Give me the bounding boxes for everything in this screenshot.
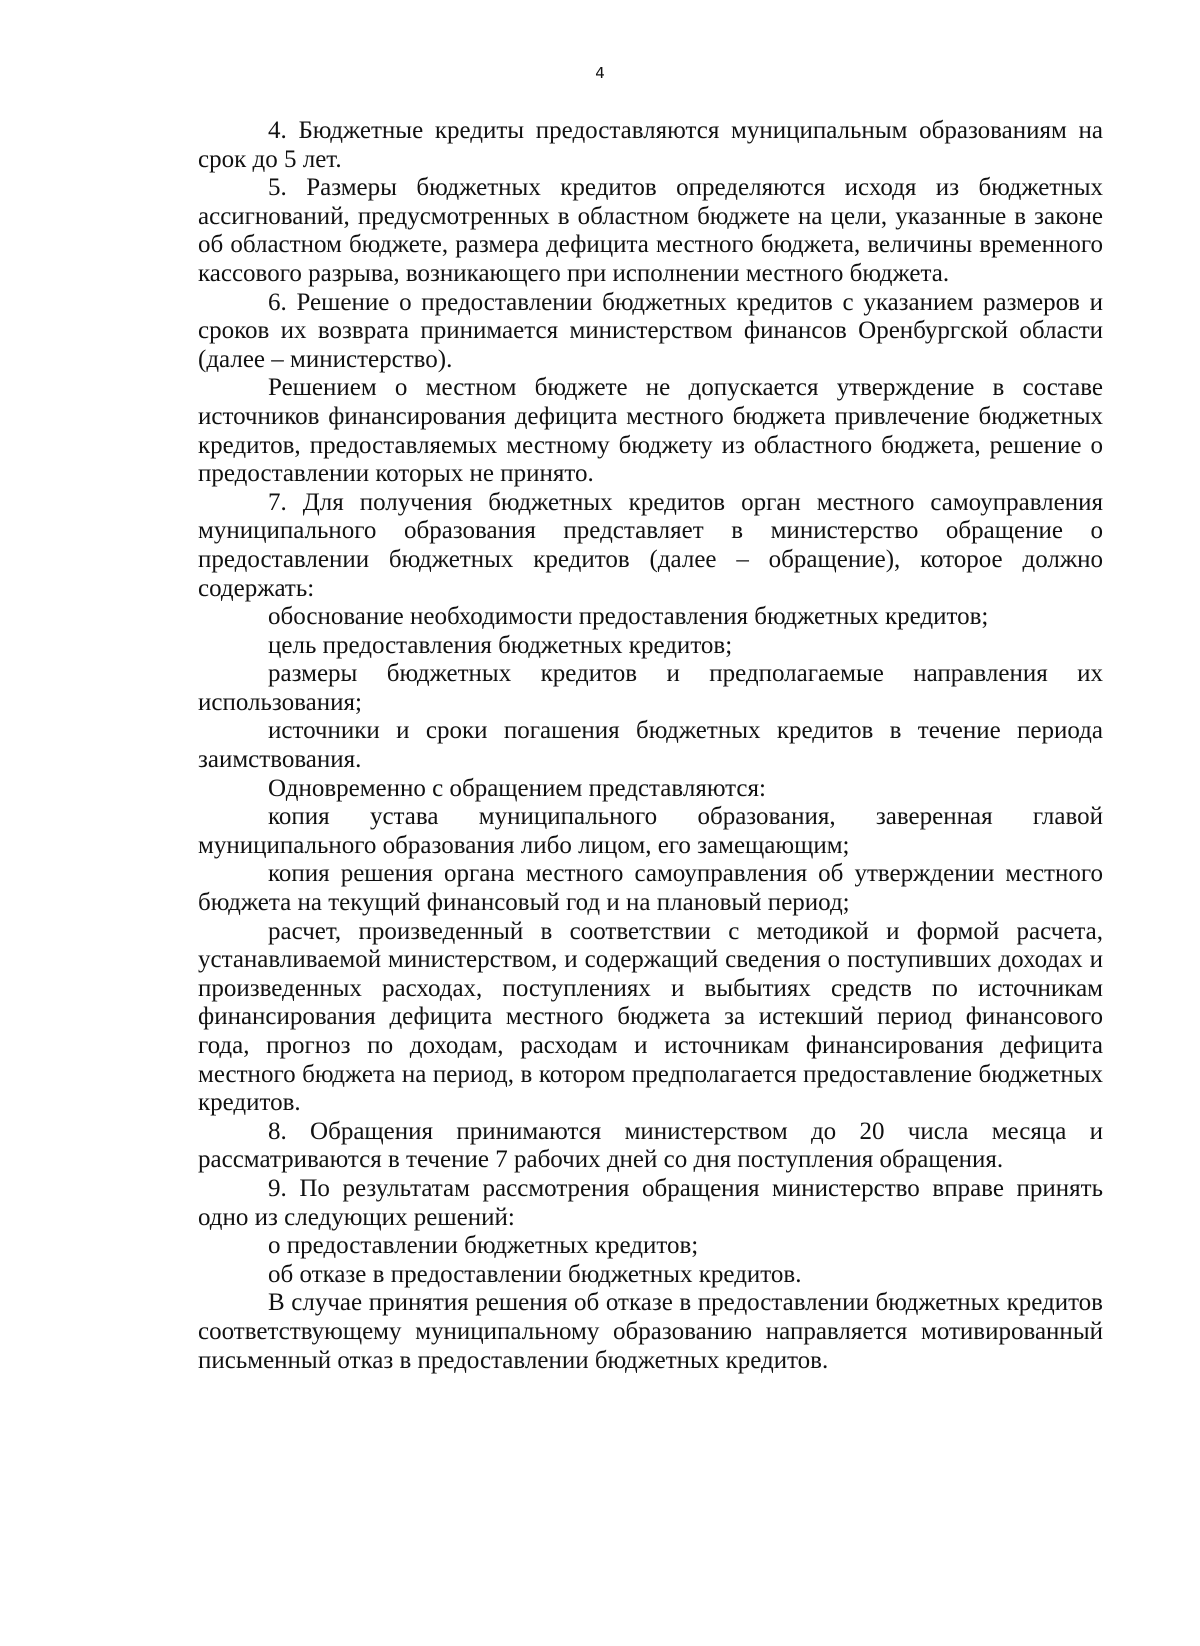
- paragraph-local-budget-rule: Решением о местном бюджете не допускается утверждение в составе источников финансирования дефицита местного бюджета привлечение бюджетных кредитов, предоставляемых местному бюджету из областного бюджета, решение о предоставлении которых не принято.: [198, 374, 1103, 488]
- paragraph-attachments-intro: Одновременно с обращением представляются:: [268, 774, 766, 802]
- paragraph-charter-copy: копия устава муниципального образования, заверенная главой муниципального образования либо лицом, его замещающим;: [198, 803, 1103, 859]
- paragraph-refusal-notice: В случае принятия решения об отказе в предоставлении бюджетных кредитов соответствующему муниципальному образованию направляется мотивированный письменный отказ в предоставлении бюджетных кредитов.: [198, 1289, 1103, 1374]
- paragraph-item-9-decisions: 9. По результатам рассмотрения обращения министерство вправе принять одно из следующих решений:: [198, 1174, 1103, 1231]
- paragraph-list-sizes: размеры бюджетных кредитов и предполагаемые направления их использования;: [198, 660, 1103, 716]
- paragraph-budget-decision-copy: копия решения органа местного самоуправления об утверждении местного бюджета на текущий финансовый год и на плановый период;: [198, 860, 1103, 917]
- paragraph-option-grant: о предоставлении бюджетных кредитов;: [268, 1232, 699, 1260]
- paragraph-list-justification: обоснование необходимости предоставления бюджетных кредитов;: [268, 603, 989, 631]
- document-body: [198, 117, 1103, 1375]
- paragraph-item-6-decision: 6. Решение о предоставлении бюджетных кредитов с указанием размеров и сроков их возврата принимается министерством финансов Оренбургской области (далее – министерство).: [198, 288, 1103, 373]
- paragraph-list-repayment: источники и сроки погашения бюджетных кредитов в течение периода заимствования.: [198, 717, 1103, 774]
- paragraph-calculation: расчет, произведенный в соответствии с методикой и формой расчета, устанавливаемой министерством, и содержащий сведения о поступивших доходах и произведенных расходах, поступлениях и выбытиях средств по источникам финансирования дефицита местного бюджета за истекший период финансового года, прогноз по доходам, расходам и источникам финансирования дефицита местного бюджета на период, в котором предполагается предоставление бюджетных кредитов.: [198, 917, 1103, 1117]
- paragraph-option-refusal: об отказе в предоставлении бюджетных кредитов.: [268, 1260, 802, 1288]
- paragraph-item-8-deadline: 8. Обращения принимаются министерством до 20 числа месяца и рассматриваются в течение 7 рабочих дней со дня поступления обращения.: [198, 1117, 1103, 1174]
- paragraph-item-4-term: 4. Бюджетные кредиты предоставляются муниципальным образованиям на срок до 5 лет.: [198, 117, 1103, 173]
- paragraph-item-7-application: 7. Для получения бюджетных кредитов орган местного самоуправления муниципального образования представляет в министерство обращение о предоставлении бюджетных кредитов (далее – обращение), которое должно содержать:: [198, 488, 1103, 602]
- paragraph-item-5-amounts: 5. Размеры бюджетных кредитов определяются исходя из бюджетных ассигнований, предусмотренных в областном бюджете на цели, указанные в законе об областном бюджете, размера дефицита местного бюджета, величины временного кассового разрыва, возникающего при исполнении местного бюджета.: [198, 174, 1103, 287]
- page-number: 4: [595, 64, 605, 82]
- paragraph-list-purpose: цель предоставления бюджетных кредитов;: [268, 631, 733, 659]
